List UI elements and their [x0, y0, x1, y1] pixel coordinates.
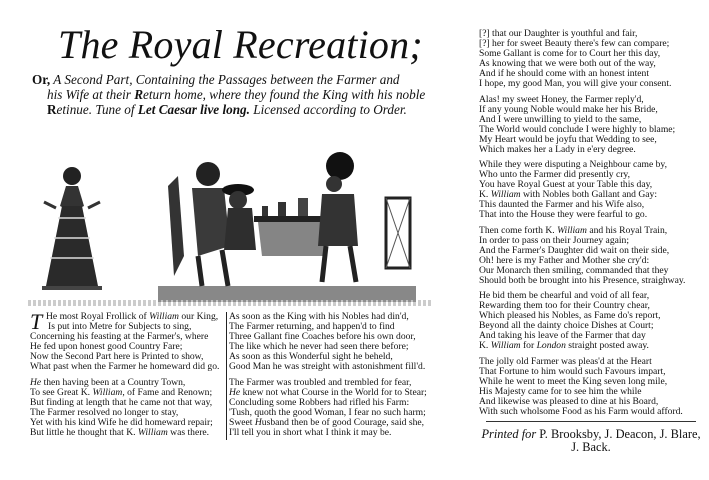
text-segment: His Majesty came for to see him the while	[479, 385, 642, 397]
verse-line	[479, 79, 685, 89]
text-segment: his Wife at their	[47, 87, 135, 102]
verse-line	[229, 362, 427, 372]
text-segment: And if he should come with an honest intent	[479, 68, 649, 79]
text-segment: That Fortune to him would such Favours impart,	[479, 365, 666, 377]
verse-line	[229, 428, 427, 438]
stanza	[479, 95, 685, 155]
text-segment: [?] her for sweet Beauty there's few can compare;	[479, 38, 670, 49]
text-segment: You have Royal Guest at your Table this day,	[479, 179, 653, 190]
text-segment: William	[490, 189, 521, 200]
verse-line	[479, 210, 685, 220]
text-segment: London	[536, 340, 566, 351]
text-segment: Concluding some Robbers had rifled his Farm:	[229, 396, 410, 408]
drop-cap: T	[30, 309, 43, 334]
text-segment: William	[490, 340, 521, 351]
text-segment: While they were disputing a Neighbour came by,	[479, 159, 667, 170]
verse-line	[479, 407, 685, 417]
stanza	[479, 291, 685, 351]
text-segment: , of Fame and Renown;	[122, 386, 213, 398]
text-segment: Our Monarch then smiling, commanded that they	[479, 264, 669, 276]
text-segment: As soon as the King with his Nobles had din'd,	[229, 311, 409, 322]
text-segment: If any young Noble would make her his Bride,	[479, 103, 658, 115]
text-segment: knew not what Course in the World for to Stear;	[240, 386, 427, 398]
verse-line	[479, 145, 685, 155]
text-segment: K.	[479, 340, 491, 351]
text-segment: William	[92, 386, 123, 398]
stanza	[30, 378, 219, 438]
stanza	[479, 29, 685, 89]
text-segment: with Nobles both Gallant and Gay:	[520, 189, 658, 200]
text-segment: R	[134, 87, 143, 102]
text-segment: He fed upon honest good Country Fare;	[30, 341, 183, 352]
text-segment: Let Caesar live long.	[137, 102, 250, 117]
text-segment: Now the Second Part here is Printed to show,	[30, 351, 204, 362]
text-segment: Which makes her a Lady in e'ery degree.	[479, 143, 636, 155]
text-segment: As soon as this Wonderful sight he beheld,	[229, 351, 393, 362]
text-segment: I hope, my good Man, you will give your consent.	[479, 78, 672, 89]
text-segment: The World would conclude I were highly to blame;	[479, 123, 676, 135]
text-segment: Licensed according to Order.	[249, 102, 407, 117]
text-segment: Sweet	[229, 416, 255, 428]
subtitle-line-3	[47, 103, 407, 117]
right-column-verses	[479, 29, 685, 422]
woodcut-feast-illustration	[158, 146, 416, 302]
text-segment: and his Royal Train,	[586, 224, 668, 236]
printer-names-cont: J. Back.	[571, 440, 611, 454]
text-segment: And taking his leave of the Farmer that day	[479, 330, 646, 341]
text-segment: William	[149, 311, 179, 322]
text-segment: Who unto the Farmer did presently cry,	[479, 169, 630, 180]
text-segment: But little he thought that K.	[30, 426, 138, 438]
text-segment: Tune of	[92, 102, 138, 117]
text-segment: I'll tell you in short what I think it may be.	[229, 426, 392, 438]
column-divider	[226, 312, 227, 440]
text-segment: And the Farmer's Daughter did wait on their side,	[479, 244, 670, 256]
printed-for-label: Printed for	[481, 427, 537, 441]
stanza	[30, 309, 220, 372]
text-segment: The Farmer was troubled and trembled for fear,	[229, 376, 412, 388]
text-segment: As knowing that we were both out of the way,	[479, 58, 656, 69]
text-segment: And likewise was pleased to dine at his Board,	[479, 395, 659, 407]
text-segment: While he went to meet the King seven long mile,	[479, 375, 668, 387]
text-segment: And I were unwilling to yield to the same,	[479, 113, 642, 125]
text-segment: Oh! here is my Father and Mother she cry'd:	[479, 254, 650, 266]
text-segment: [?] that our Daughter is youthful and fair,	[479, 28, 638, 39]
text-segment: Beyond all the dainty choice Dishes at Court;	[479, 320, 654, 331]
text-segment: Alas! my sweet Honey, the Farmer reply'd,	[479, 93, 644, 105]
text-segment: With such wholsome Food as his Farm would afford.	[479, 405, 683, 417]
verse-line	[30, 362, 219, 372]
stanza	[229, 378, 427, 438]
printer-credit	[478, 428, 704, 454]
text-segment: then having been at a Country Town,	[41, 376, 186, 388]
text-segment: was there.	[167, 426, 210, 438]
text-segment: A Second Part, Containing the Passages between the Farmer and	[50, 72, 400, 87]
text-segment: The like which he never had seen there before;	[229, 341, 409, 352]
text-segment: H	[254, 416, 262, 428]
text-segment: Is put into Metre for Subjects to sing,	[48, 321, 192, 332]
text-segment: Which pleased his Nobles, as Fame do's report,	[479, 310, 661, 321]
text-segment: Three Gallant fine Coaches before his own door,	[229, 331, 416, 342]
text-segment: William	[557, 224, 587, 236]
left-column-verses	[30, 309, 220, 443]
middle-column-verses	[229, 312, 427, 443]
stanza	[479, 160, 685, 220]
text-segment: usband then be of good Courage, said she,	[261, 416, 425, 428]
credit-rule	[486, 421, 696, 422]
text-segment: Or,	[32, 72, 51, 87]
subtitle-line-2	[47, 88, 425, 102]
text-segment: Yet with his kind Wife he did homeward repair;	[30, 416, 213, 428]
stanza	[479, 357, 685, 417]
text-segment: He	[229, 386, 241, 398]
text-segment: But finding at length that he came not that way,	[30, 396, 213, 408]
text-segment: K.	[479, 189, 491, 200]
text-segment: To see Great K.	[30, 386, 93, 398]
stanza	[479, 226, 685, 286]
stanza	[229, 312, 427, 372]
text-segment: 'Tush, quoth the good Woman, I fear no such harm;	[229, 406, 426, 418]
verse-line	[30, 428, 219, 438]
woodcut-woman-illustration	[36, 158, 108, 292]
text-segment: Then come forth K.	[479, 224, 558, 236]
text-segment: for	[520, 340, 537, 351]
text-segment: That into the House they were fearful to go.	[479, 209, 648, 220]
text-segment: Concerning his feasting at the Farmer's, where	[30, 331, 209, 342]
text-segment: What past when the Farmer he homeward did go.	[30, 361, 220, 372]
subtitle-line-1	[32, 73, 400, 87]
text-segment: The jolly old Farmer was pleas'd at the Heart	[479, 355, 652, 367]
text-segment: R	[47, 102, 57, 117]
text-segment: our King,	[178, 311, 219, 322]
text-segment: The Farmer resolved no longer to stay,	[30, 406, 179, 418]
text-segment: In order to pass on their Journey again;	[479, 234, 629, 246]
verse-line	[479, 276, 685, 286]
text-segment: Should both be brought into his Presence, straighway.	[479, 274, 686, 286]
verse-line	[479, 341, 685, 351]
ballad-title: The Royal Recreation;	[58, 22, 423, 67]
text-segment: straight posted away.	[565, 340, 649, 351]
text-segment: Rewarding them too for their Country chear,	[479, 300, 650, 311]
text-segment: William	[137, 426, 168, 438]
printer-names: P. Brooksby, J. Deacon, J. Blare,	[536, 427, 701, 441]
text-segment: Good Man he was streight with astonishment fill'd.	[229, 361, 426, 372]
text-segment: My Heart would be joyfu that Wedding to see,	[479, 133, 657, 145]
text-segment: Some Gallant is come for to Court her this day,	[479, 48, 661, 59]
text-segment: He	[30, 376, 42, 388]
text-segment: eturn home, where they found the King with his noble	[142, 87, 426, 102]
text-segment: etinue.	[56, 102, 93, 117]
woodcut-border	[28, 300, 433, 306]
text-segment: He bid them be chearful and void of all fear,	[479, 290, 650, 301]
text-segment: He most Royal Frollick of	[46, 311, 150, 322]
text-segment: This daunted the Farmer and his Wife also,	[479, 199, 645, 210]
text-segment: The Farmer returning, and happen'd to find	[229, 321, 395, 332]
